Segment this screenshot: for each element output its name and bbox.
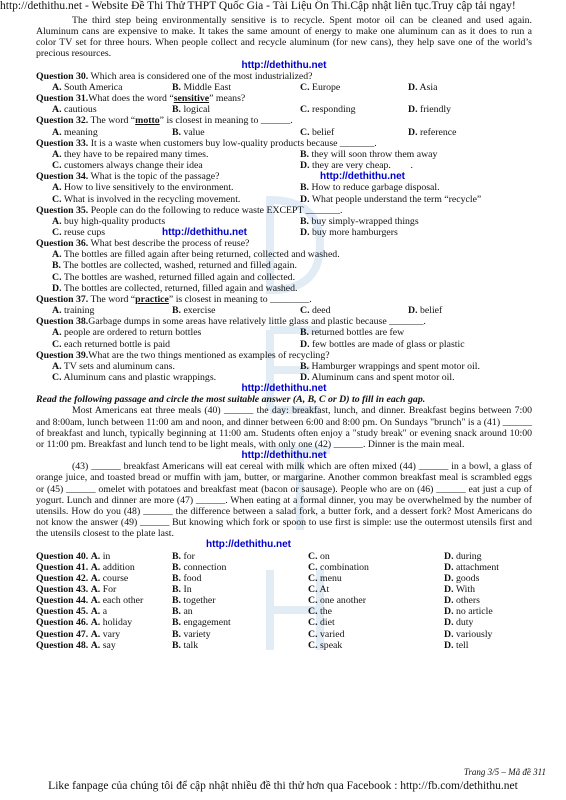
option-a[interactable]: A. TV sets and aluminum cans.: [52, 360, 175, 372]
option-d[interactable]: D. friendly: [408, 104, 451, 116]
question-32: Question 32. The word “motto” is closest in meaning to ______.: [36, 115, 293, 127]
options-31: [36, 104, 532, 115]
option-c[interactable]: C. What is involved in the recycling movement.: [52, 193, 241, 205]
options-34-row2: [36, 194, 532, 205]
option-a[interactable]: A. buy high-quality products: [52, 215, 166, 227]
option-d[interactable]: D. Asia: [408, 81, 438, 93]
page-number: Trang 3/5 – Mã đề 311: [463, 767, 546, 777]
site-url[interactable]: http://dethithu.net: [162, 226, 247, 238]
options-37: [36, 305, 532, 316]
options-39-row2: [36, 372, 532, 383]
question-38: Question 38.Garbage dumps in some areas have relatively little glass and plastic because _______.: [36, 316, 426, 328]
site-url[interactable]: http://dethithu.net: [320, 171, 405, 183]
option-c[interactable]: C. Europe: [300, 81, 341, 93]
table-row: Question 40. A. in B. for C. on D. during: [36, 550, 482, 562]
option-b[interactable]: B. they will soon throw them away: [300, 148, 438, 160]
option-a[interactable]: A. cautious: [52, 104, 97, 116]
table-row: Question 46. A. holiday B. engagement C. diet D. duty: [36, 617, 474, 629]
options-38-row1: [36, 327, 532, 338]
section-instruction: Read the following passage and circle the most suitable answer (A, B, C or D) to fill in each gap.: [36, 394, 426, 406]
options-34-row1: [36, 182, 532, 193]
option-b[interactable]: B. Middle East: [172, 81, 232, 93]
question-37: Question 37. The word “practice” is closest in meaning to ________.: [36, 293, 312, 305]
question-31: Question 31.What does the word “sensitive” means?: [36, 93, 246, 105]
site-url[interactable]: http://dethithu.net: [241, 59, 327, 71]
question-34-row: [36, 171, 532, 182]
site-url[interactable]: http://dethithu.net: [241, 383, 327, 395]
table-row: Question 48. A. say B. talk C. speak D. tell: [36, 639, 469, 651]
option-a[interactable]: A. How to live sensitively to the environment.: [52, 182, 234, 194]
option-b[interactable]: B. How to reduce garbage disposal.: [300, 182, 440, 194]
site-header: http://dethithu.net - Website Đề Thi Thử THPT Quốc Gia - Tài Liệu Ôn Thi.Cập nhật liên tục.Truy cập tải ngay!: [0, 0, 516, 12]
question-label: Question 32.: [36, 115, 89, 127]
option-b[interactable]: B. exercise: [172, 305, 216, 317]
table-row: Question 43. A. For B. In C. At D. With: [36, 583, 476, 595]
option-c[interactable]: C. reuse cups http://dethithu.net: [52, 226, 247, 238]
keyword: practice: [135, 293, 169, 305]
option-d[interactable]: D. Aluminum cans and spent motor oil.: [300, 372, 455, 383]
keyword: sensitive: [173, 93, 210, 105]
option-d[interactable]: D. What people understand the term “recycle”: [300, 193, 482, 205]
options-33-row1: [36, 149, 532, 160]
options-32: [36, 127, 532, 138]
question-34: Question 34. What is the topic of the passage?: [36, 171, 220, 183]
question-label: Question 33.: [36, 137, 89, 149]
option-c[interactable]: C. customers always change their idea: [52, 160, 203, 172]
option-d[interactable]: D. they are very cheap. .: [300, 160, 413, 172]
option-d[interactable]: D. The bottles are collected, returned, filled again and washed.: [52, 282, 298, 294]
options-39-row1: [36, 361, 532, 372]
question-stem: Which area is considered one of the most industrialized?: [88, 70, 313, 82]
table-row: Question 47. A. vary B. variety C. varied D. variously: [36, 628, 493, 640]
table-row: Question 44. A. each other B. together C. one another D. others: [36, 595, 480, 607]
options-35-row2: [36, 227, 532, 238]
question-39: Question 39.What are the two things mentioned as examples of recycling?: [36, 349, 330, 361]
option-b[interactable]: B. logical: [172, 104, 211, 116]
passage-paragraph-1: Most Americans eat three meals (40) ______ the day: breakfast, lunch, and dinner. Breakfast begins between 7:00 and 8:00am, lunch between 11:00 am and noon, and dinner between 6:00 and 8:00 pm. On Sundays "brunch" is a (41) ______ of breakfast and lunch, typically beginning at 11:00 am. Students often enjoy a "study break" or evening snack around 10:00 or 11:00 pm. Breakfast and lunch tend to be light meals, with only one (42) ______. Dinner is the main meal.: [36, 405, 532, 450]
question-label: Question 31.: [36, 93, 89, 105]
options-35-row1: [36, 216, 532, 227]
option-b[interactable]: B. Hamburger wrappings and spent motor oil.: [300, 360, 480, 372]
question-36: Question 36. What best describe the process of reuse?: [36, 238, 250, 250]
option-d[interactable]: D. few bottles are made of glass or plastic: [300, 338, 465, 350]
option-a[interactable]: A. South America: [52, 81, 123, 93]
question-30: [36, 71, 532, 82]
passage-paragraph-2: (43) ______ breakfast Americans will eat cereal with milk which are often mixed (44) ______ in a bowl, a glass of orange juice, and toasted bread or muffin with jam, butter, or margarine. Another common breakfast meal is scrambled eggs or (45) ______ omelet with potatoes and breakfast meat (bacon or sausage). People who are on (46) ______ eat just a cup of yogurt. Lunch and dinner are more (47) ______. When eating at a formal dinner, you may be overwhelmed by the number of utensils. How do you (48) ______ the difference between a salad fork, a butter fork, and a dessert fork? Most Americans do not know the answer (49) ______ But knowing which fork or spoon to use first is simple: use the outermost utensils first and the utensils closest to the plate last.: [36, 461, 532, 540]
table-row: Question 41. A. addition B. connection C. combination D. attachment: [36, 561, 499, 573]
exam-content: [36, 15, 532, 651]
option-d[interactable]: D. reference: [408, 126, 457, 138]
option-a[interactable]: A. people are ordered to return bottles: [52, 327, 202, 339]
site-url[interactable]: http://dethithu.net: [241, 450, 327, 462]
option-a[interactable]: A. meaning: [52, 126, 98, 138]
option-b[interactable]: B. returned bottles are few: [300, 327, 405, 339]
option-c[interactable]: C. responding: [300, 104, 356, 116]
option-c[interactable]: C. Aluminum cans and plastic wrappings.: [52, 372, 217, 383]
question-label: Question 30.: [36, 70, 89, 82]
option-d[interactable]: D. belief: [408, 305, 443, 317]
option-c[interactable]: C. The bottles are washed, returned filled again and collected.: [52, 271, 296, 283]
table-row: Question 45. A. a B. an C. the D. no article: [36, 606, 493, 618]
options-30: [36, 82, 532, 93]
question-33: Question 33. It is a waste when customers buy low-quality products because _______.: [36, 137, 377, 149]
answer-table: [36, 551, 532, 651]
table-row: Question 42. A. course B. food C. menu D. goods: [36, 572, 480, 584]
option-b[interactable]: B. buy simply-wrapped things: [300, 215, 419, 227]
page-footer: Like fanpage của chúng tôi để cập nhật nhiều đề thi thử hơn qua Facebook : http://fb.com/dethithu.net: [48, 780, 518, 792]
option-c[interactable]: C. each returned bottle is paid: [52, 338, 171, 350]
option-c[interactable]: C. belief: [300, 126, 335, 138]
passage-paragraph: The third step being environmentally sensitive is to recycle. Spent motor oil can be cleaned and used again. Aluminum cans are expensive to make. It takes the same amount of energy to make one aluminum can as it does to run a color TV set for three hours. When people collect and recycle aluminum (for new cans), they help save one of the world’s precious resources.: [36, 15, 532, 60]
option-b[interactable]: B. value: [172, 126, 205, 138]
question-35: Question 35. People can do the following to reduce waste EXCEPT _______.: [36, 204, 343, 216]
option-a[interactable]: A. The bottles are filled again after being returned, collected and washed.: [52, 249, 340, 261]
keyword: motto: [135, 115, 160, 127]
option-a[interactable]: A. training: [52, 305, 95, 317]
options-33-row2: [36, 160, 532, 171]
option-d[interactable]: D. buy more hamburgers: [300, 226, 398, 238]
site-url[interactable]: http://dethithu.net: [206, 539, 291, 551]
option-b[interactable]: B. The bottles are collected, washed, returned and filled again.: [52, 260, 297, 272]
option-a[interactable]: A. they have to be repaired many times.: [52, 148, 209, 160]
option-c[interactable]: C. deed: [300, 305, 331, 317]
options-38-row2: [36, 339, 532, 350]
